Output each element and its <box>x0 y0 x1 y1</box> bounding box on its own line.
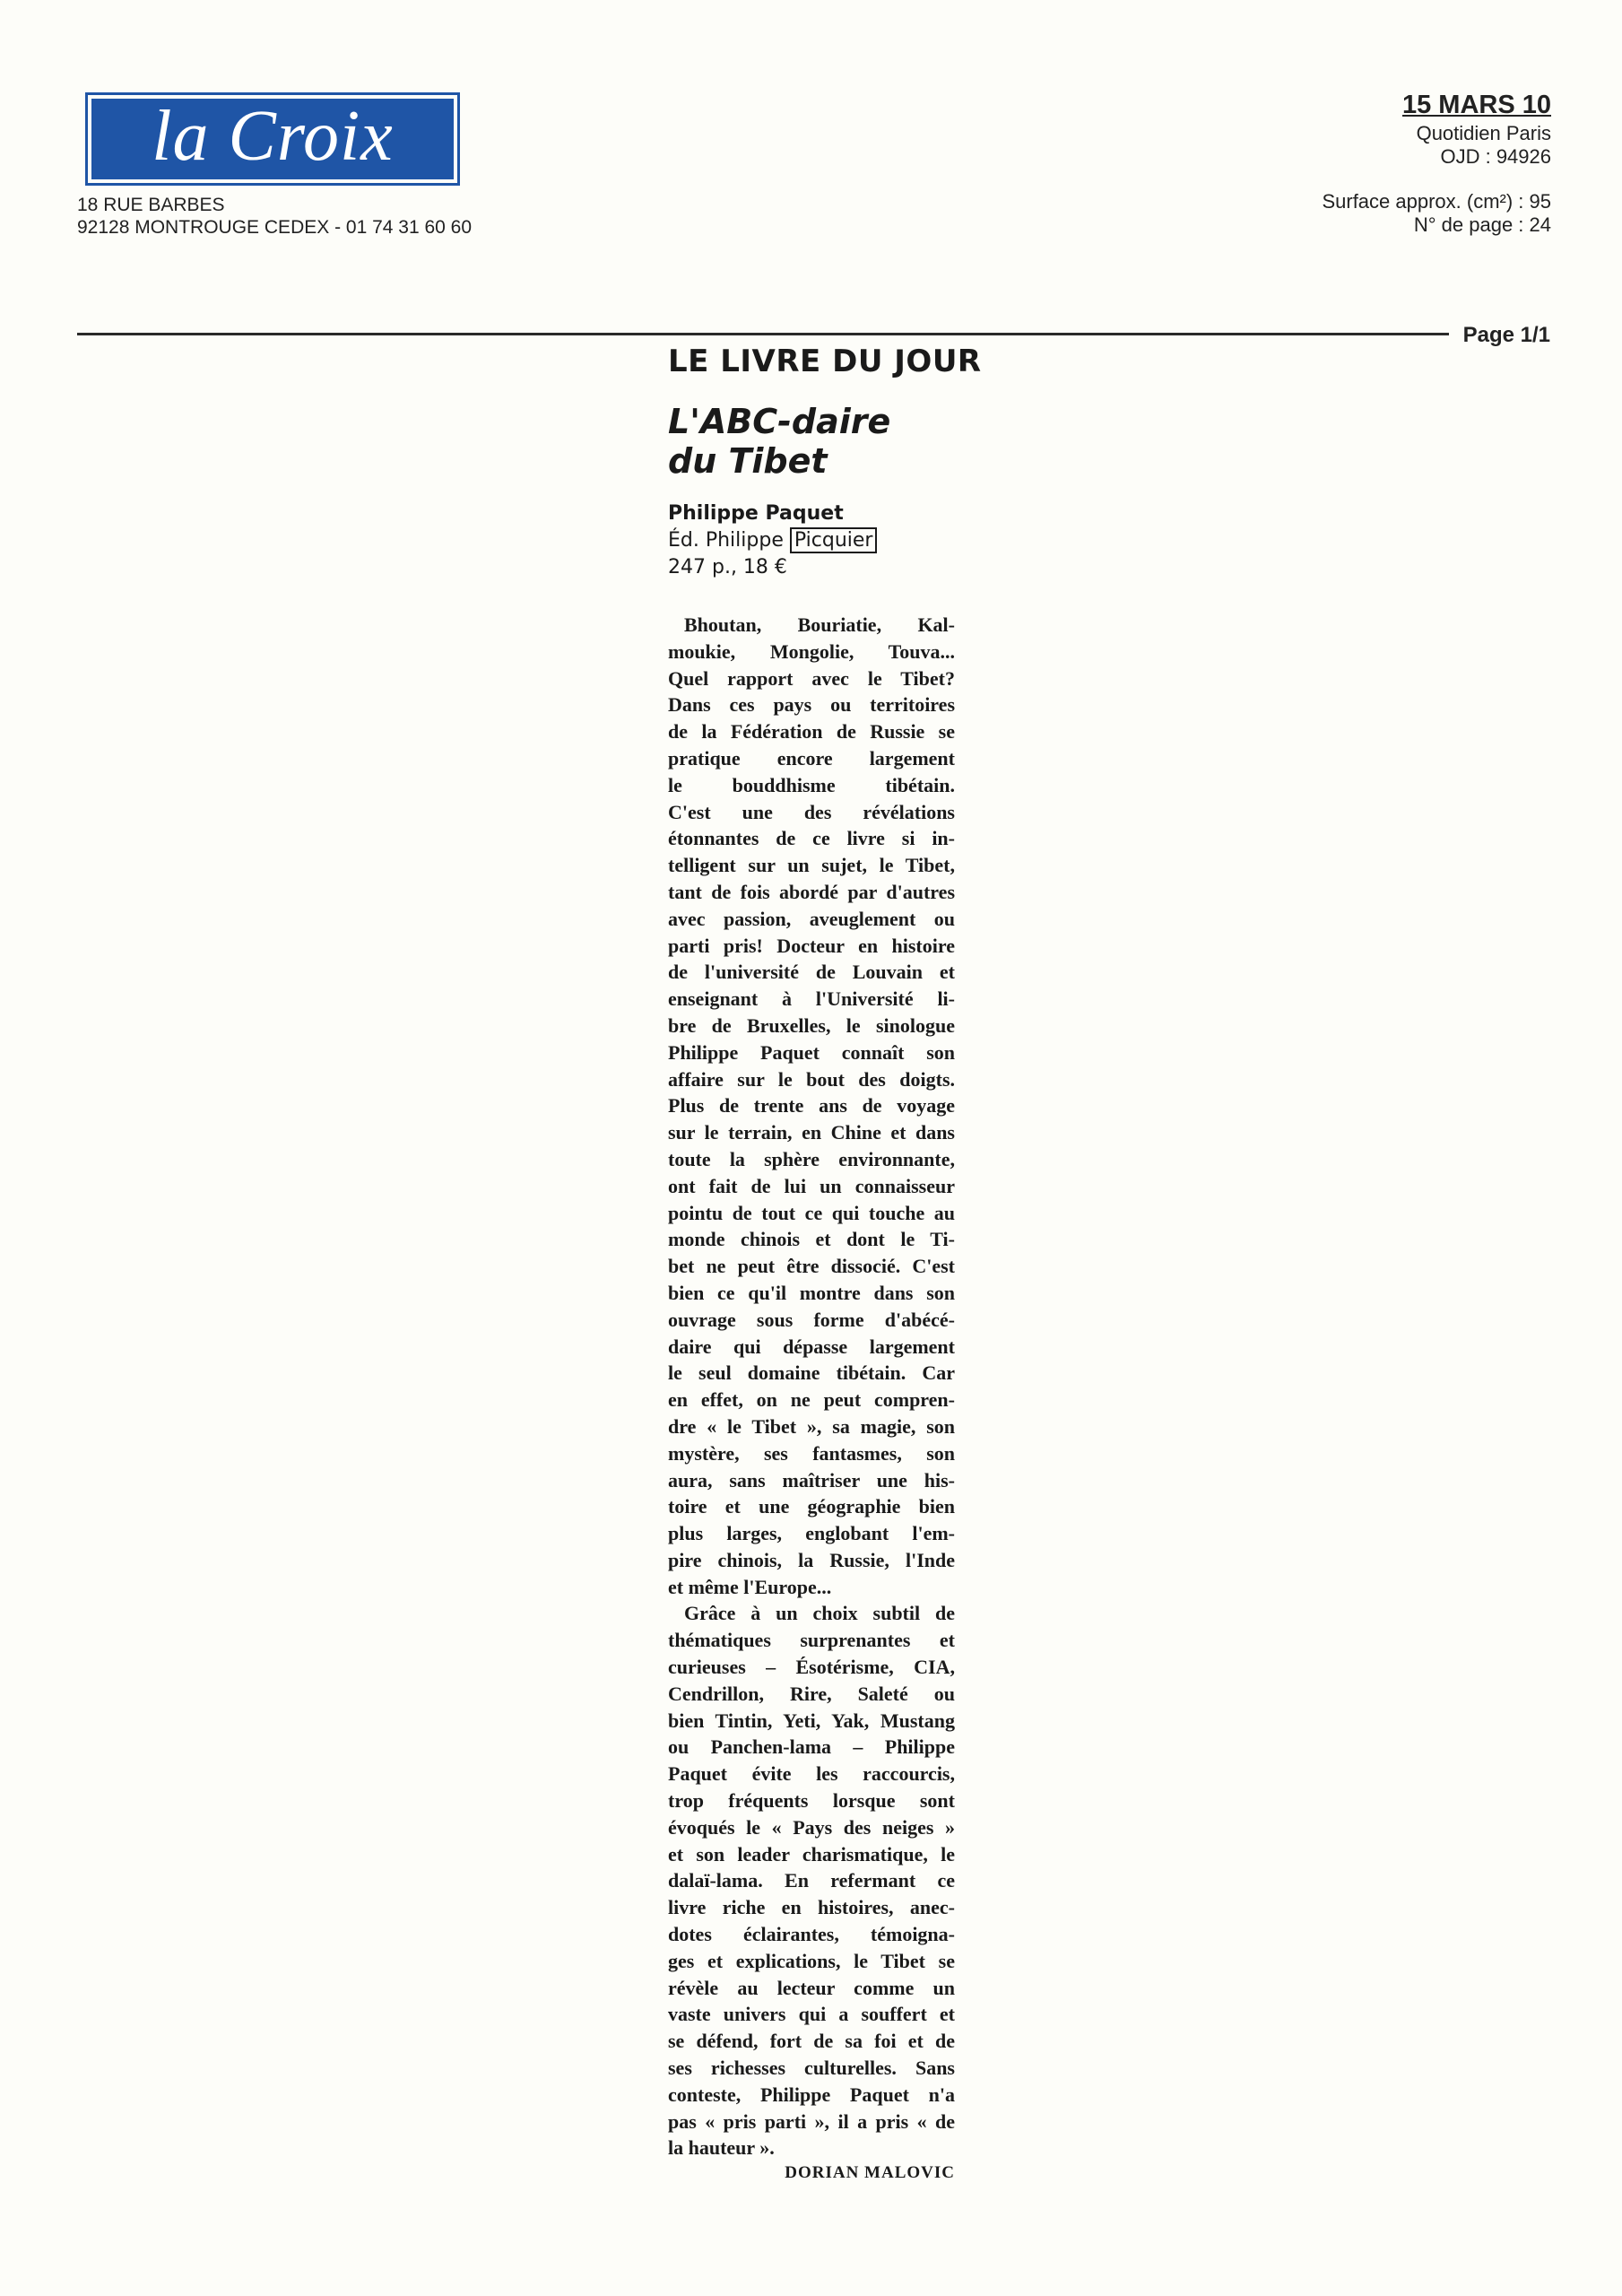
publisher-prefix: Éd. Philippe <box>668 529 784 552</box>
body-line: pas « pris parti », il a pris « de <box>668 2109 955 2133</box>
title-line-1: L'ABC-daire <box>668 402 891 441</box>
article-body <box>668 612 955 2161</box>
article-signature: DORIAN MALOVIC <box>785 2163 955 2183</box>
article <box>668 343 982 2183</box>
body-line: bien ce qu'il montre dans son <box>668 1281 955 1304</box>
header-rule <box>77 333 1449 335</box>
body-line: la hauteur ». <box>668 2136 775 2160</box>
publication-meta <box>1322 90 1551 237</box>
body-line: dre « le Tibet », sa magie, son <box>668 1414 955 1438</box>
book-credits <box>668 500 955 581</box>
body-line: monde chinois et dont le Ti- <box>668 1228 955 1251</box>
body-line: affaire sur le bout des doigts. <box>668 1067 955 1091</box>
ojd-count: OJD : 94926 <box>1440 145 1551 168</box>
body-line: évoqués le « Pays des neiges » <box>668 1815 955 1839</box>
body-line: C'est une des révélations <box>668 800 955 823</box>
body-line: moukie, Mongolie, Touva... <box>668 639 955 663</box>
book-publisher <box>668 527 955 554</box>
book-details: 247 p., 18 € <box>668 556 787 578</box>
body-line: Bhoutan, Bouriatie, Kal- <box>684 613 955 636</box>
body-line: et son leader charismatique, le <box>668 1842 955 1866</box>
body-line: bet ne peut être dissocié. C'est <box>668 1255 955 1278</box>
body-line: se défend, fort de sa foi et de <box>668 2030 955 2053</box>
body-line: sur le terrain, en Chine et dans <box>668 1121 955 1144</box>
body-line: de l'université de Louvain et <box>668 961 955 984</box>
body-line: pratique encore largement <box>668 746 955 770</box>
body-line: ges et explications, le Tibet se <box>668 1949 955 1972</box>
body-line: toire et une géographie bien <box>668 1495 955 1518</box>
body-line: ont fait de lui un connaisseur <box>668 1174 955 1197</box>
book-author: Philippe Paquet <box>668 502 844 525</box>
body-line: pire chinois, la Russie, l'Inde <box>668 1548 955 1571</box>
body-line: telligent sur un sujet, le Tibet, <box>668 854 955 877</box>
article-rubric: LE LIVRE DU JOUR <box>668 344 982 379</box>
page-number: N° de page : 24 <box>1413 213 1551 236</box>
publication-date: 15 MARS 10 <box>1401 91 1551 119</box>
body-line: ses richesses culturelles. Sans <box>668 2057 955 2080</box>
body-line: Philippe Paquet connaît son <box>668 1040 955 1064</box>
surface-area: Surface approx. (cm²) : 95 <box>1322 190 1551 213</box>
body-line: vaste univers qui a souffert et <box>668 2003 955 2026</box>
publisher-address <box>77 194 472 239</box>
page-label: Page 1/1 <box>1462 323 1550 347</box>
publisher-boxed: Picquier <box>790 527 878 553</box>
address-line-2: 92128 MONTROUGE CEDEX - 01 74 31 60 60 <box>77 217 473 238</box>
body-line: Paquet évite les raccourcis, <box>668 1762 955 1786</box>
body-line: enseignant à l'Université li- <box>668 987 955 1011</box>
body-line: pointu de tout ce qui touche au <box>668 1201 955 1224</box>
body-line: thématiques surprenantes et <box>668 1629 955 1652</box>
body-line: révèle au lecteur comme un <box>668 1976 955 1999</box>
la-croix-logo <box>85 92 460 186</box>
body-line: livre riche en histoires, anec- <box>668 1896 955 1919</box>
body-line: Plus de trente ans de voyage <box>668 1094 955 1118</box>
body-line: dotes éclairantes, témoigna- <box>668 1923 955 1946</box>
body-line: tant de fois abordé par d'autres <box>668 880 955 903</box>
body-line: Quel rapport avec le Tibet? <box>668 666 955 690</box>
body-line: parti pris! Docteur en histoire <box>668 934 955 957</box>
body-line: étonnantes de ce livre si in- <box>668 827 955 850</box>
body-line: en effet, on ne peut compren- <box>668 1388 955 1412</box>
body-line: plus larges, englobant l'em- <box>668 1522 955 1545</box>
body-line: bien Tintin, Yeti, Yak, Mustang <box>668 1709 955 1732</box>
body-line: Cendrillon, Rire, Saleté ou <box>668 1682 955 1705</box>
body-line: bre de Bruxelles, le sinologue <box>668 1013 955 1037</box>
body-line: aura, sans maîtriser une his- <box>668 1468 955 1492</box>
body-line: conteste, Philippe Paquet n'a <box>668 2083 955 2106</box>
body-line: mystère, ses fantasmes, son <box>668 1441 955 1465</box>
body-line: de la Fédération de Russie se <box>668 720 955 744</box>
body-line: Grâce à un choix subtil de <box>684 1602 955 1625</box>
article-title <box>668 402 955 481</box>
body-line: Dans ces pays ou territoires <box>668 693 955 717</box>
body-line: ouvrage sous forme d'abécé- <box>668 1308 955 1331</box>
publication-type: Quotidien Paris <box>1416 122 1551 144</box>
body-line: toute la sphère environnante, <box>668 1147 955 1170</box>
body-line: curieuses – Ésotérisme, CIA, <box>668 1656 955 1679</box>
body-line: trop fréquents lorsque sont <box>668 1789 955 1813</box>
body-line: le seul domaine tibétain. Car <box>668 1361 955 1385</box>
body-line: avec passion, aveuglement ou <box>668 907 955 930</box>
body-line: daire qui dépasse largement <box>668 1335 955 1358</box>
title-line-2: du Tibet <box>668 441 828 481</box>
logo-text: la Croix <box>152 97 394 176</box>
meta-spacer <box>1322 169 1551 190</box>
body-line: le bouddhisme tibétain. <box>668 773 955 796</box>
address-line-1: 18 RUE BARBES <box>77 195 225 215</box>
body-line: dalaï-lama. En refermant ce <box>668 1869 955 1892</box>
body-line: et même l'Europe... <box>668 1575 832 1598</box>
body-line: ou Panchen-lama – Philippe <box>668 1735 955 1759</box>
